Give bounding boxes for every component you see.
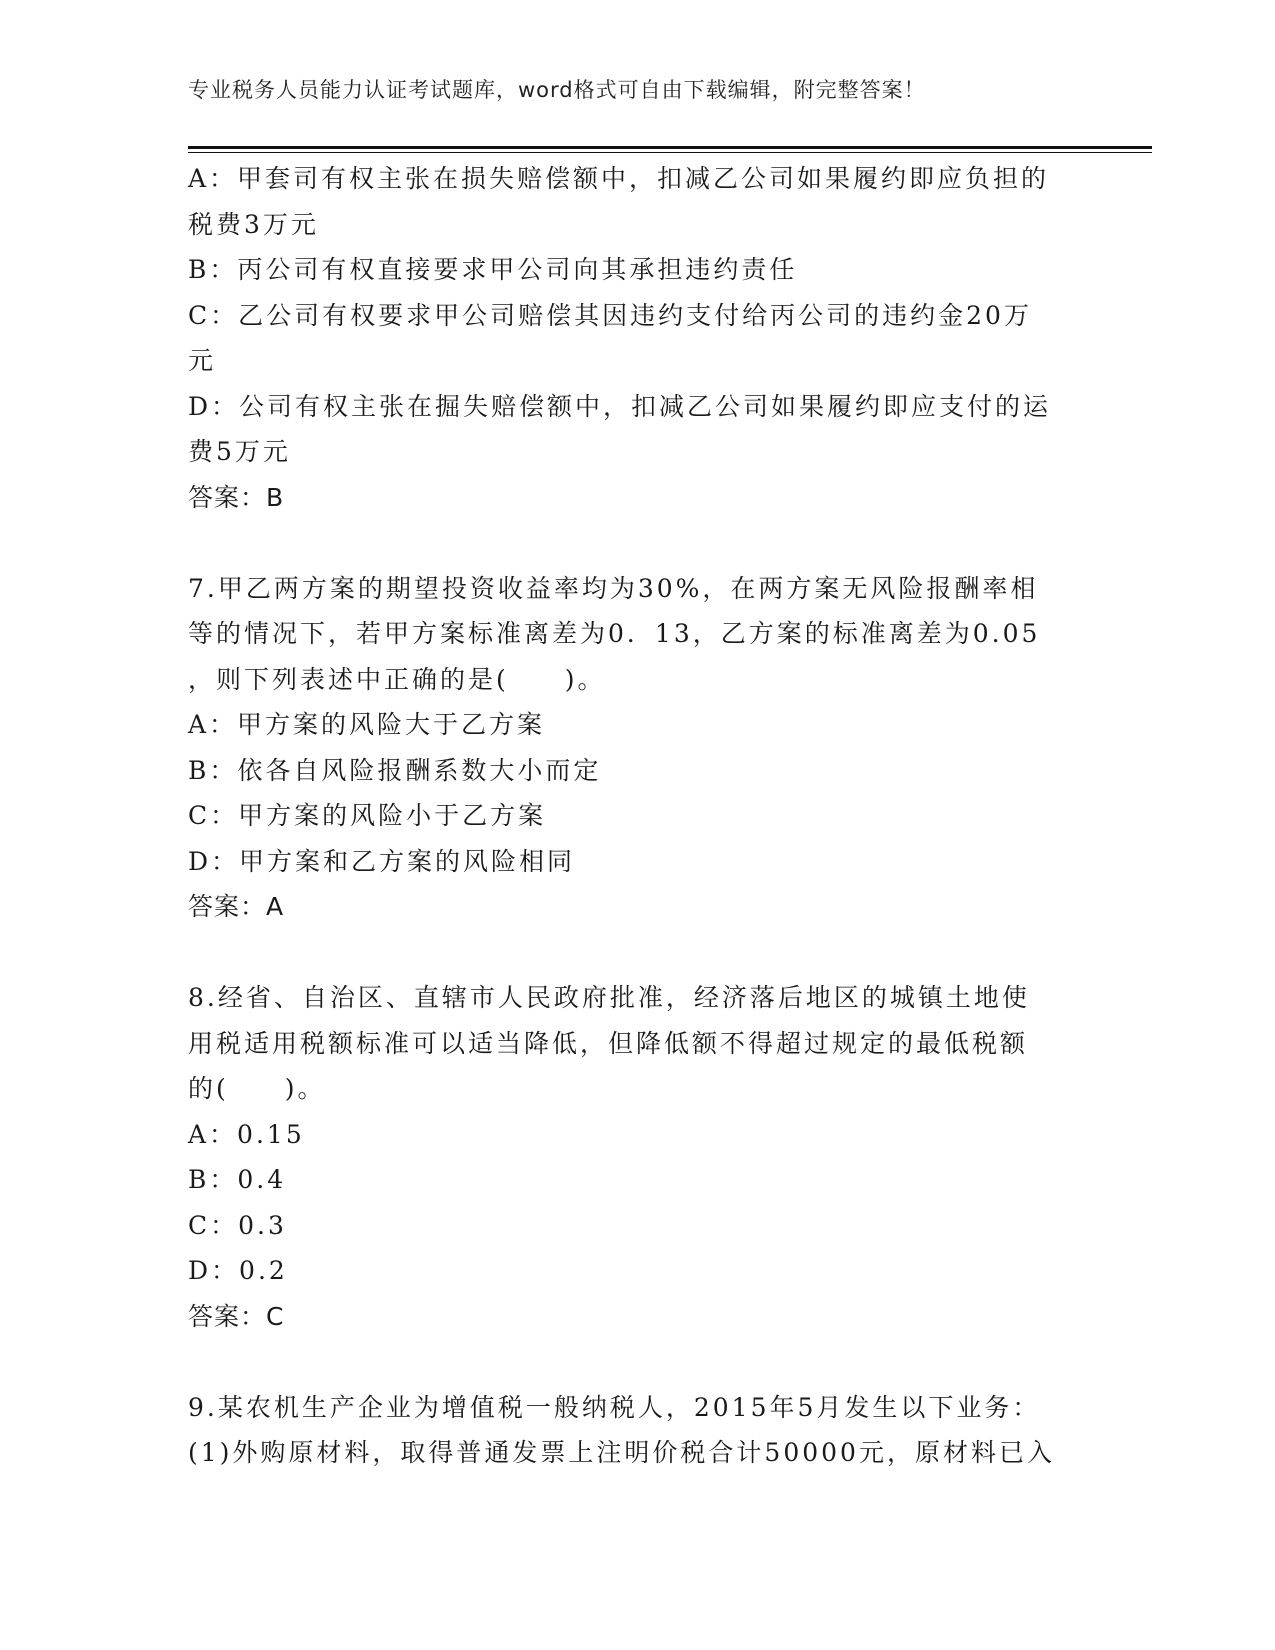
q8-stem-line-3: 的( )。 bbox=[188, 1074, 326, 1103]
q7-answer: 答案：A bbox=[188, 892, 285, 921]
question-7 bbox=[188, 566, 1078, 930]
spacer bbox=[188, 930, 1078, 976]
q9-stem-line-1: 9.某农机生产企业为增值税一般纳税人，2015年5月发生以下业务： bbox=[188, 1392, 1041, 1422]
q6-option-c-line-2: 元 bbox=[188, 346, 217, 375]
q9-stem-line-2: (1)外购原材料，取得普通发票上注明价税合计50000元，原材料已入 bbox=[188, 1438, 1055, 1467]
question-6-options bbox=[188, 156, 1078, 520]
q6-option-d-line-1: D：公司有权主张在掘失赔偿额中，扣减乙公司如果履约即应支付的运 bbox=[188, 391, 1052, 421]
q8-option-d: D：0.2 bbox=[188, 1256, 288, 1285]
q6-answer: 答案：B bbox=[188, 482, 285, 512]
q8-option-b: B：0.4 bbox=[188, 1165, 287, 1194]
q6-option-c-line-1: C：乙公司有权要求甲公司赔偿其因违约支付给丙公司的违约金20万 bbox=[188, 300, 1032, 330]
q7-stem-line-3: ，则下列表述中正确的是( )。 bbox=[188, 664, 606, 694]
q8-stem-line-2: 用税适用税额标准可以适当降低，但降低额不得超过规定的最低税额 bbox=[188, 1028, 1029, 1058]
q6-option-d-line-2: 费5万元 bbox=[188, 437, 291, 466]
question-8 bbox=[188, 975, 1078, 1339]
header-divider-thick bbox=[188, 146, 1152, 149]
q6-option-a-line-1: A：甲套司有权主张在损失赔偿额中，扣减乙公司如果履约即应负担的 bbox=[188, 164, 1050, 193]
document-body bbox=[188, 156, 1078, 1476]
q7-option-c: C：甲方案的风险小于乙方案 bbox=[188, 801, 547, 830]
q8-answer: 答案：C bbox=[188, 1301, 285, 1331]
q8-stem-line-1: 8.经省、自治区、直辖市人民政府批准，经济落后地区的城镇土地使 bbox=[188, 983, 1030, 1012]
q7-stem-line-1: 7.甲乙两方案的期望投资收益率均为30%，在两方案无风险报酬率相 bbox=[188, 573, 1039, 603]
question-9 bbox=[188, 1385, 1078, 1476]
q8-option-c: C：0.3 bbox=[188, 1210, 287, 1240]
q7-option-b: B：依各自风险报酬系数大小而定 bbox=[188, 755, 602, 785]
spacer bbox=[188, 520, 1078, 566]
q6-option-b: B：丙公司有权直接要求甲公司向其承担违约责任 bbox=[188, 255, 798, 284]
q6-option-a-line-2: 税费3万元 bbox=[188, 209, 319, 239]
page-header: 专业税务人员能力认证考试题库，word格式可自由下载编辑，附完整答案！ bbox=[188, 78, 926, 102]
spacer bbox=[188, 1339, 1078, 1385]
q7-option-d: D：甲方案和乙方案的风险相同 bbox=[188, 846, 576, 876]
q8-option-a: A：0.15 bbox=[188, 1119, 305, 1149]
q7-stem-line-2: 等的情况下，若甲方案标准离差为0．13，乙方案的标准离差为0.05 bbox=[188, 619, 1041, 648]
q7-option-a: A：甲方案的风险大于乙方案 bbox=[188, 710, 546, 739]
header-divider-thin bbox=[188, 152, 1152, 153]
